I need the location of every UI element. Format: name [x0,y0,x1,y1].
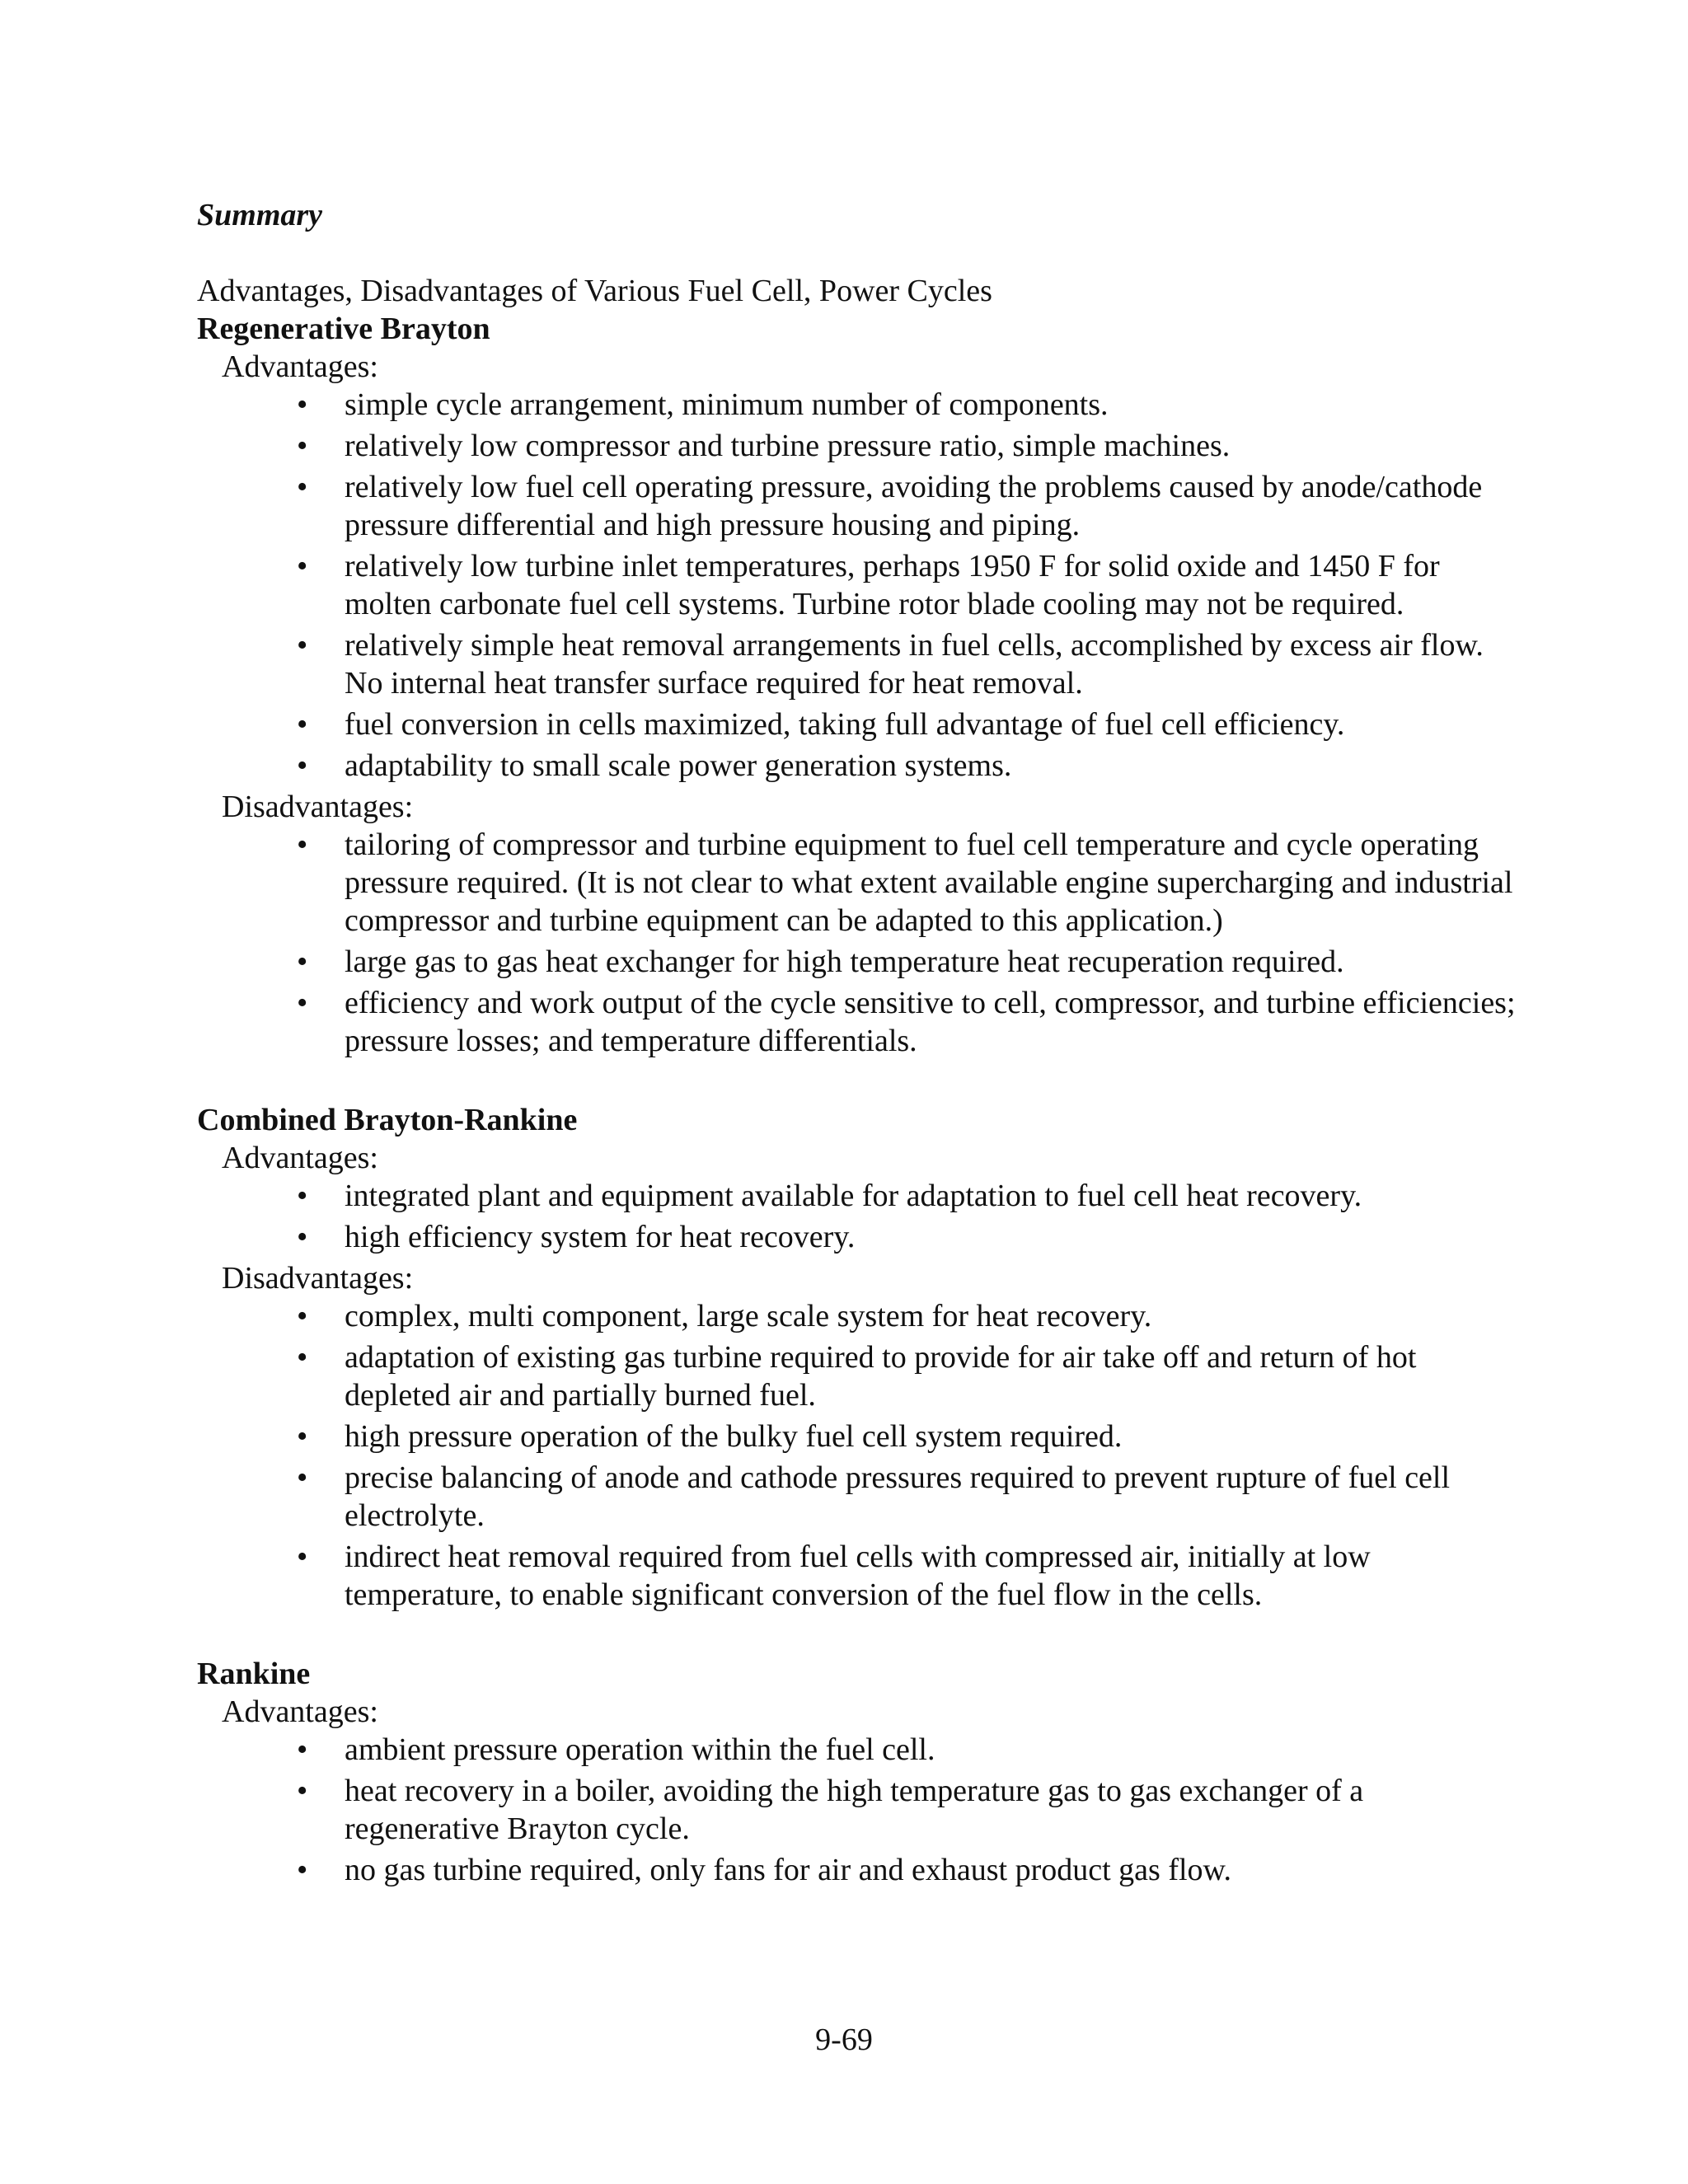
bullet-icon: • [297,707,308,742]
list-item: • large gas to gas heat exchanger for high temperature heat recuperation required. [297,944,1344,979]
section-combined-brayton-rankine [197,1101,1516,1614]
advantages-list [197,1731,1516,1889]
bullet-icon: • [297,1853,308,1887]
list-item: • adaptation of existing gas turbine required to provide for air take off and return of hot depleted air and partially burned fuel. [297,1340,1417,1413]
list-item: • integrated plant and equipment available for adaptation to fuel cell heat recovery. [297,1179,1362,1213]
list-item: • precise balancing of anode and cathode pressures required to prevent rupture of fuel cell electrolyte. [297,1460,1451,1533]
bullet-icon: • [297,429,308,463]
list-item: • high pressure operation of the bulky fuel cell system required. [297,1419,1123,1454]
bullet-icon: • [297,628,308,663]
disadvantages-list [197,1297,1516,1614]
list-item: • simple cycle arrangement, minimum number of components. [297,387,1109,422]
section-title: Regenerative Brayton [197,312,490,346]
list-item: • relatively low compressor and turbine pressure ratio, simple machines. [297,429,1231,463]
intro-text: Advantages, Disadvantages of Various Fuel Cell, Power Cycles [197,274,992,308]
list-item: • high efficiency system for heat recovery. [297,1220,856,1254]
list-item: • relatively low turbine inlet temperatures, perhaps 1950 F for solid oxide and 1450 F for molten carbonate fuel cell systems. Turbine rotor blade cooling may not be required. [297,549,1440,621]
list-item: • fuel conversion in cells maximized, taking full advantage of fuel cell efficiency. [297,707,1345,742]
bullet-icon: • [297,1340,308,1375]
advantages-label: Advantages: [222,1694,378,1729]
list-item: • ambient pressure operation within the fuel cell. [297,1732,935,1767]
bullet-icon: • [297,549,308,583]
list-item: • relatively low fuel cell operating pressure, avoiding the problems caused by anode/cathode pressure differential and high pressure housing and piping. [297,470,1483,542]
bullet-icon: • [297,1460,308,1495]
section-spacer [197,1617,1516,1655]
disadvantages-list [197,826,1516,1060]
bullet-icon: • [297,1220,308,1254]
list-item: • complex, multi component, large scale system for heat recovery. [297,1299,1152,1333]
list-item: • no gas turbine required, only fans for air and exhaust product gas flow. [297,1853,1232,1887]
bullet-icon: • [297,748,308,783]
bullet-icon: • [297,944,308,979]
bullet-icon: • [297,1179,308,1213]
list-item: • indirect heat removal required from fuel cells with compressed air, initially at low temperature, to enable significant conversion of the fuel flow in the cells. [297,1540,1371,1612]
list-item: • relatively simple heat removal arrangements in fuel cells, accomplished by excess air flow. No internal heat transfer surface required for heat removal. [297,628,1484,701]
list-item: • efficiency and work output of the cycle sensitive to cell, compressor, and turbine efficiencies; pressure losses; and temperature differentials. [297,986,1516,1058]
bullet-icon: • [297,1299,308,1333]
bullet-icon: • [297,1540,308,1574]
page-number: 9-69 [815,2022,873,2057]
bullet-icon: • [297,387,308,422]
bullet-icon: • [297,986,308,1020]
bullet-icon: • [297,470,308,504]
section-rankine [197,1655,1516,1889]
advantages-list [197,1177,1516,1256]
bullet-icon: • [297,1732,308,1767]
section-title: Combined Brayton-Rankine [197,1103,578,1137]
advantages-list [197,386,1516,785]
list-item: • heat recovery in a boiler, avoiding the high temperature gas to gas exchanger of a regenerative Brayton cycle. [297,1774,1364,1846]
bullet-icon: • [297,1419,308,1454]
bullet-icon: • [297,827,308,862]
document-content [197,272,1516,1892]
advantages-label: Advantages: [222,1141,378,1175]
summary-heading: Summary [197,198,323,232]
list-item: • adaptability to small scale power generation systems. [297,748,1012,783]
bullet-icon: • [297,1774,308,1808]
section-title: Rankine [197,1657,311,1691]
list-item: • tailoring of compressor and turbine equipment to fuel cell temperature and cycle operating pressure required. (It is not clear to what extent available engine supercharging and industrial compressor and turbine equipment can be adapted to this application.) [297,827,1513,938]
disadvantages-label: Disadvantages: [222,1261,414,1296]
section-spacer [197,1063,1516,1101]
section-regenerative-brayton [197,310,1516,1060]
disadvantages-label: Disadvantages: [222,790,414,824]
advantages-label: Advantages: [222,349,378,384]
